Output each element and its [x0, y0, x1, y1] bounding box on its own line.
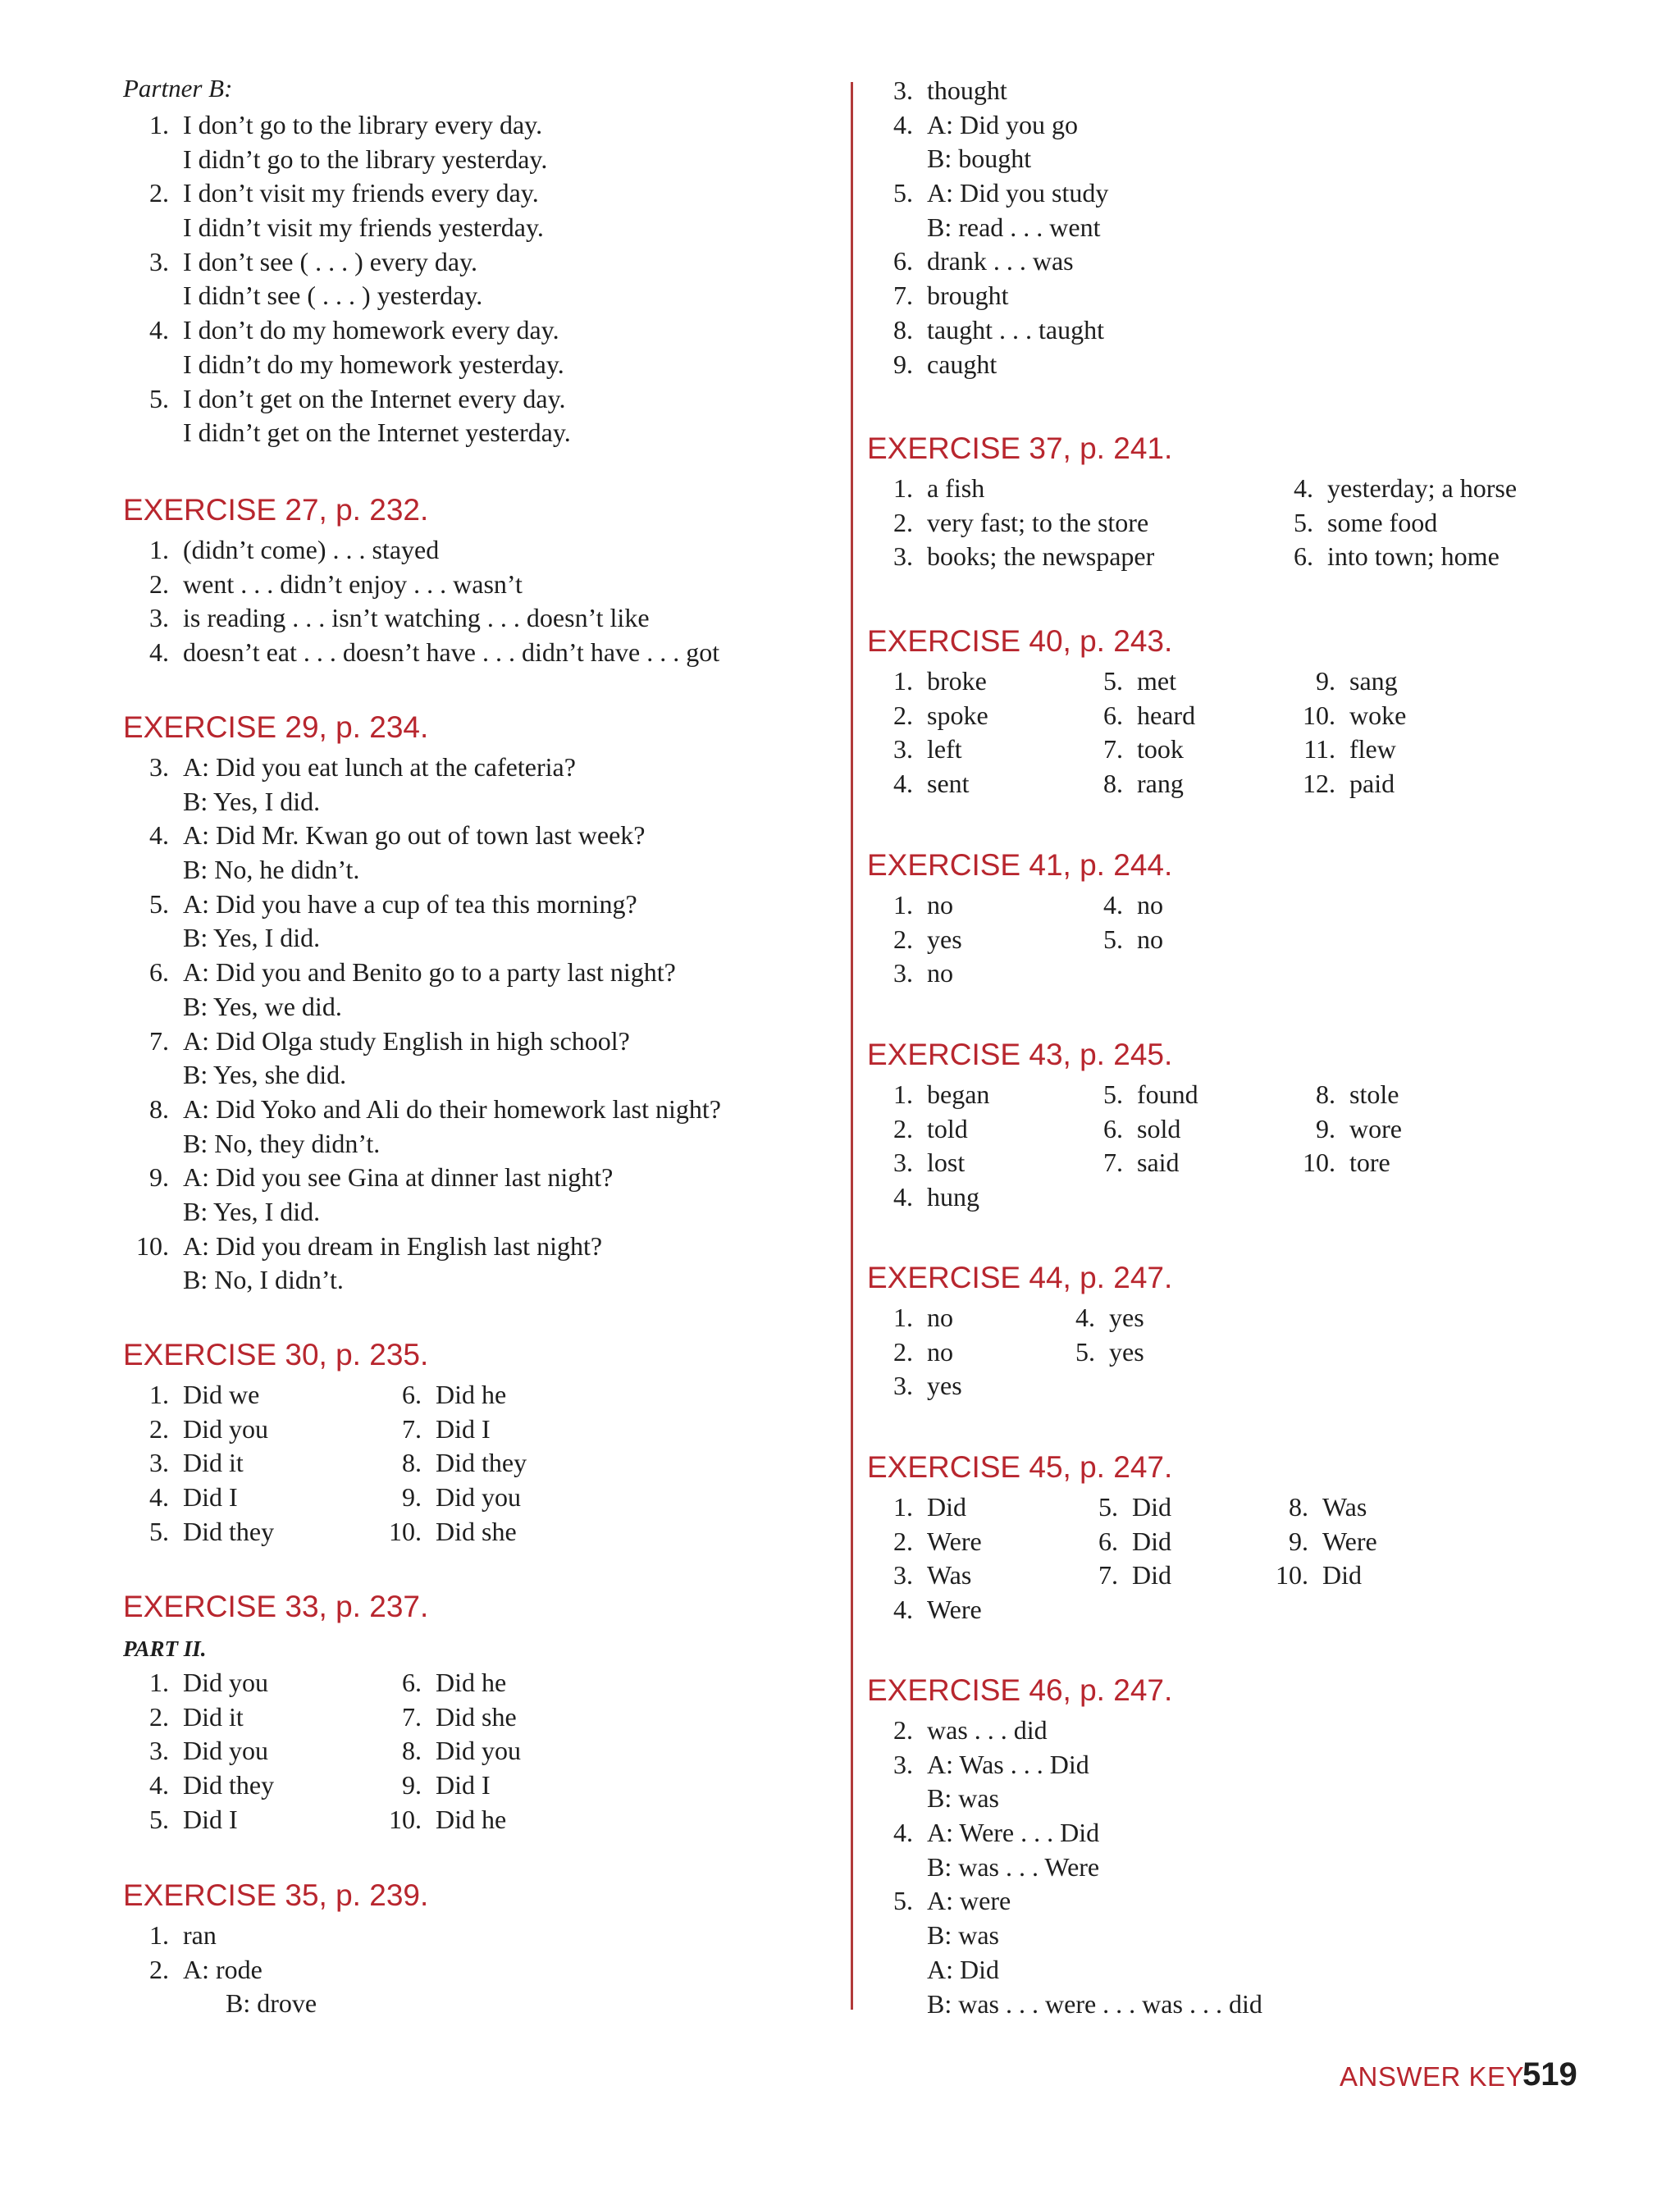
- list-item: 8. rang: [1103, 769, 1184, 799]
- grid-column: [376, 1666, 622, 1837]
- exercise-27-list: [123, 533, 845, 670]
- list-item: B: drove: [226, 1988, 317, 2019]
- list-item: 10. A: Did you dream in English last night?: [136, 1230, 603, 1261]
- list-item: 6. Did: [1098, 1526, 1171, 1556]
- list-item: 9. wore: [1316, 1113, 1402, 1143]
- list-item: I didn’t go to the library yesterday.: [183, 144, 548, 174]
- grid-column: [867, 1078, 1072, 1215]
- list-item: 3. A: Did you eat lunch at the cafeteria?: [149, 752, 576, 782]
- partner-b-label: Partner B:: [123, 74, 233, 103]
- list-item: 3. Did it: [149, 1448, 244, 1478]
- answer-key-label: ANSWER KEY: [1340, 2061, 1525, 2092]
- list-item: 3. lost: [893, 1148, 966, 1178]
- list-item: 1. ran: [149, 1920, 217, 1950]
- list-item: 10. tore: [1303, 1148, 1390, 1178]
- list-item: B: Yes, I did.: [183, 923, 321, 953]
- grid-column: [867, 472, 1261, 574]
- list-item: 6. into town; home: [1294, 541, 1500, 572]
- list-item: B: Yes, I did.: [183, 786, 321, 816]
- list-item: 2. spoke: [893, 700, 988, 730]
- list-item: 1. Did we: [149, 1380, 260, 1409]
- list-item: B: No, he didn’t.: [183, 855, 360, 885]
- list-item: 3. left: [893, 734, 962, 764]
- list-item: 9. Did you: [402, 1482, 521, 1513]
- grid-column: [1267, 472, 1596, 574]
- list-item: 5. Did: [1098, 1492, 1171, 1522]
- list-item: B: Yes, we did.: [183, 991, 342, 1021]
- list-item: 6. heard: [1103, 700, 1196, 730]
- list-item: B: No, I didn’t.: [183, 1265, 344, 1295]
- list-item: 12. paid: [1303, 769, 1395, 799]
- list-item: 6. drank . . . was: [893, 246, 1074, 276]
- grid-column: [867, 888, 1072, 991]
- list-item: 7. Did I: [402, 1413, 491, 1444]
- list-item: 10. Did: [1276, 1560, 1362, 1590]
- list-item: 5. I don’t get on the Internet every day.: [149, 383, 566, 413]
- list-item: 9. Were: [1289, 1526, 1377, 1556]
- list-item: 9. sang: [1316, 666, 1398, 696]
- list-item: 2. told: [893, 1113, 968, 1143]
- list-item: 6. sold: [1103, 1113, 1181, 1143]
- list-item: 6. A: Did you and Benito go to a party last night?: [149, 957, 676, 988]
- list-item: 2. very fast; to the store: [893, 507, 1149, 537]
- exercise-46-list: [867, 1714, 1589, 2021]
- list-item: B: was: [927, 1920, 999, 1951]
- list-item: 5. yes: [1075, 1336, 1144, 1367]
- list-item: 9. Did I: [402, 1770, 491, 1800]
- list-item: 4. I don’t do my homework every day.: [149, 315, 559, 345]
- exercise-37-heading: EXERCISE 37, p. 241.: [867, 431, 1173, 465]
- list-item: 2. A: rode: [149, 1954, 262, 1984]
- list-item: 5. met: [1103, 666, 1176, 696]
- list-item: 7. A: Did Olga study English in high school?: [149, 1025, 630, 1056]
- column-divider: [851, 82, 853, 2010]
- list-item: 4. sent: [893, 769, 970, 799]
- exercise-44-heading: EXERCISE 44, p. 247.: [867, 1261, 1173, 1294]
- list-item: 4. Did they: [149, 1770, 275, 1800]
- list-item: 11. flew: [1303, 734, 1396, 764]
- grid-column: [1290, 1078, 1495, 1180]
- exercise-43-heading: EXERCISE 43, p. 245.: [867, 1038, 1173, 1071]
- list-item: 8. Did they: [402, 1448, 527, 1478]
- grid-column: [1262, 1490, 1468, 1593]
- list-item: I didn’t see ( . . . ) yesterday.: [183, 281, 483, 311]
- list-item: 3. no: [893, 958, 953, 988]
- list-item: 8. stole: [1316, 1079, 1399, 1109]
- list-item: 4. A: Did Mr. Kwan go out of town last week?: [149, 820, 646, 851]
- exercise-35-continued-list: [867, 74, 1589, 381]
- list-item: 1. broke: [893, 666, 987, 696]
- list-item: 4. Did I: [149, 1482, 238, 1513]
- list-item: 9. caught: [893, 349, 998, 379]
- list-item: 3. is reading . . . isn’t watching . . . doesn’t like: [149, 603, 650, 633]
- list-item: 3. Did you: [149, 1736, 268, 1766]
- list-item: 9. A: Did you see Gina at dinner last night?: [149, 1162, 614, 1193]
- grid-column: [123, 1666, 369, 1837]
- exercise-35-heading: EXERCISE 35, p. 239.: [123, 1878, 429, 1912]
- list-item: 2. no: [893, 1336, 953, 1367]
- list-item: B: was . . . were . . . was . . . did: [927, 1988, 1262, 2019]
- list-item: 4. yesterday; a horse: [1294, 473, 1518, 503]
- list-item: 6. Did he: [402, 1380, 507, 1409]
- list-item: 5. A: Did you have a cup of tea this morning?: [149, 888, 637, 919]
- list-item: 5. A: Did you study: [893, 178, 1109, 208]
- page-number: 519: [1522, 2056, 1577, 2092]
- list-item: 3. A: Was . . . Did: [893, 1749, 1089, 1779]
- list-item: 4. Were: [893, 1595, 982, 1625]
- list-item: B: No, they didn’t.: [183, 1128, 381, 1158]
- list-item: 2. Did you: [149, 1413, 268, 1444]
- list-item: 5. A: were: [893, 1886, 1011, 1916]
- list-item: B: Yes, I did.: [183, 1196, 321, 1226]
- exercise-29-heading: EXERCISE 29, p. 234.: [123, 710, 429, 744]
- list-item: I didn’t get on the Internet yesterday.: [183, 418, 571, 448]
- list-item: 4. yes: [1075, 1303, 1144, 1332]
- grid-column: [1049, 1301, 1238, 1369]
- exercise-46-heading: EXERCISE 46, p. 247.: [867, 1673, 1173, 1707]
- list-item: 1. Did: [893, 1492, 966, 1522]
- list-item: 7. took: [1103, 734, 1184, 764]
- list-item: 10. woke: [1303, 700, 1407, 730]
- grid-column: [1077, 664, 1282, 801]
- exercise-30-heading: EXERCISE 30, p. 235.: [123, 1338, 429, 1371]
- grid-column: [376, 1378, 622, 1549]
- list-item: 1. no: [893, 890, 953, 920]
- list-item: 2. Were: [893, 1526, 982, 1556]
- list-item: B: bought: [927, 144, 1032, 174]
- list-item: 3. I don’t see ( . . . ) every day.: [149, 246, 477, 276]
- list-item: 8. taught . . . taught: [893, 314, 1104, 345]
- list-item: 4. doesn’t eat . . . doesn’t have . . . didn’t have . . . got: [149, 637, 720, 668]
- list-item: B: Yes, she did.: [183, 1060, 347, 1090]
- list-item: 6. Did he: [402, 1668, 507, 1697]
- list-item: 1. began: [893, 1079, 990, 1109]
- grid-column: [1077, 1078, 1282, 1180]
- list-item: 2. was . . . did: [893, 1715, 1048, 1745]
- list-item: 1. no: [893, 1303, 953, 1332]
- list-item: 5. found: [1103, 1079, 1198, 1109]
- part-label: PART II.: [123, 1636, 207, 1661]
- list-item: 5. Did I: [149, 1804, 238, 1834]
- list-item: B: read . . . went: [927, 212, 1101, 242]
- list-item: 2. went . . . didn’t enjoy . . . wasn’t: [149, 568, 523, 599]
- list-item: I didn’t do my homework yesterday.: [183, 349, 564, 379]
- list-item: 4. A: Did you go: [893, 109, 1078, 139]
- list-item: 3. yes: [893, 1371, 962, 1401]
- exercise-41-heading: EXERCISE 41, p. 244.: [867, 848, 1173, 882]
- list-item: 2. yes: [893, 924, 962, 954]
- list-item: 3. books; the newspaper: [893, 541, 1155, 572]
- list-item: 7. Did she: [402, 1701, 517, 1732]
- list-item: 1. (didn’t come) . . . stayed: [149, 535, 440, 564]
- list-item: 4. no: [1103, 890, 1163, 920]
- exercise-45-heading: EXERCISE 45, p. 247.: [867, 1450, 1173, 1484]
- list-item: 7. said: [1103, 1148, 1180, 1178]
- list-item: 1. Did you: [149, 1668, 268, 1697]
- list-item: 3. Was: [893, 1560, 972, 1590]
- list-item: 8. Was: [1289, 1492, 1367, 1522]
- list-item: 7. brought: [893, 281, 1009, 311]
- exercise-29-list: [123, 751, 845, 1298]
- grid-column: [867, 1301, 1056, 1403]
- list-item: 5. some food: [1294, 507, 1438, 537]
- list-item: 8. A: Did Yoko and Ali do their homework last night?: [149, 1093, 721, 1124]
- list-item: A: Did: [927, 1954, 999, 1984]
- exercise-35-list: [123, 1919, 845, 2021]
- grid-column: [1077, 888, 1282, 956]
- list-item: 8. Did you: [402, 1736, 521, 1766]
- list-item: B: was: [927, 1783, 999, 1814]
- grid-column: [867, 664, 1072, 801]
- grid-column: [867, 1490, 1072, 1627]
- list-item: 5. Did they: [149, 1516, 275, 1546]
- list-item: 3. thought: [893, 75, 1007, 105]
- grid-column: [123, 1378, 369, 1549]
- exercise-27-heading: EXERCISE 27, p. 232.: [123, 493, 429, 527]
- list-item: I didn’t visit my friends yesterday.: [183, 212, 544, 243]
- list-item: 2. Did it: [149, 1701, 244, 1732]
- exercise-33-heading: EXERCISE 33, p. 237.: [123, 1590, 429, 1623]
- grid-column: [1072, 1490, 1277, 1593]
- list-item: 10. Did she: [389, 1516, 517, 1546]
- list-item: 4. hung: [893, 1182, 979, 1212]
- partner-b-list: [123, 108, 845, 450]
- list-item: B: was . . . Were: [927, 1851, 1100, 1882]
- list-item: 5. no: [1103, 924, 1163, 954]
- list-item: 2. I don’t visit my friends every day.: [149, 178, 539, 208]
- exercise-40-heading: EXERCISE 40, p. 243.: [867, 624, 1173, 658]
- list-item: 7. Did: [1098, 1560, 1171, 1590]
- list-item: 1. a fish: [893, 473, 985, 503]
- grid-column: [1290, 664, 1495, 801]
- list-item: 1. I don’t go to the library every day.: [149, 110, 543, 139]
- list-item: 10. Did he: [389, 1804, 507, 1834]
- list-item: 4. A: Were . . . Did: [893, 1818, 1100, 1848]
